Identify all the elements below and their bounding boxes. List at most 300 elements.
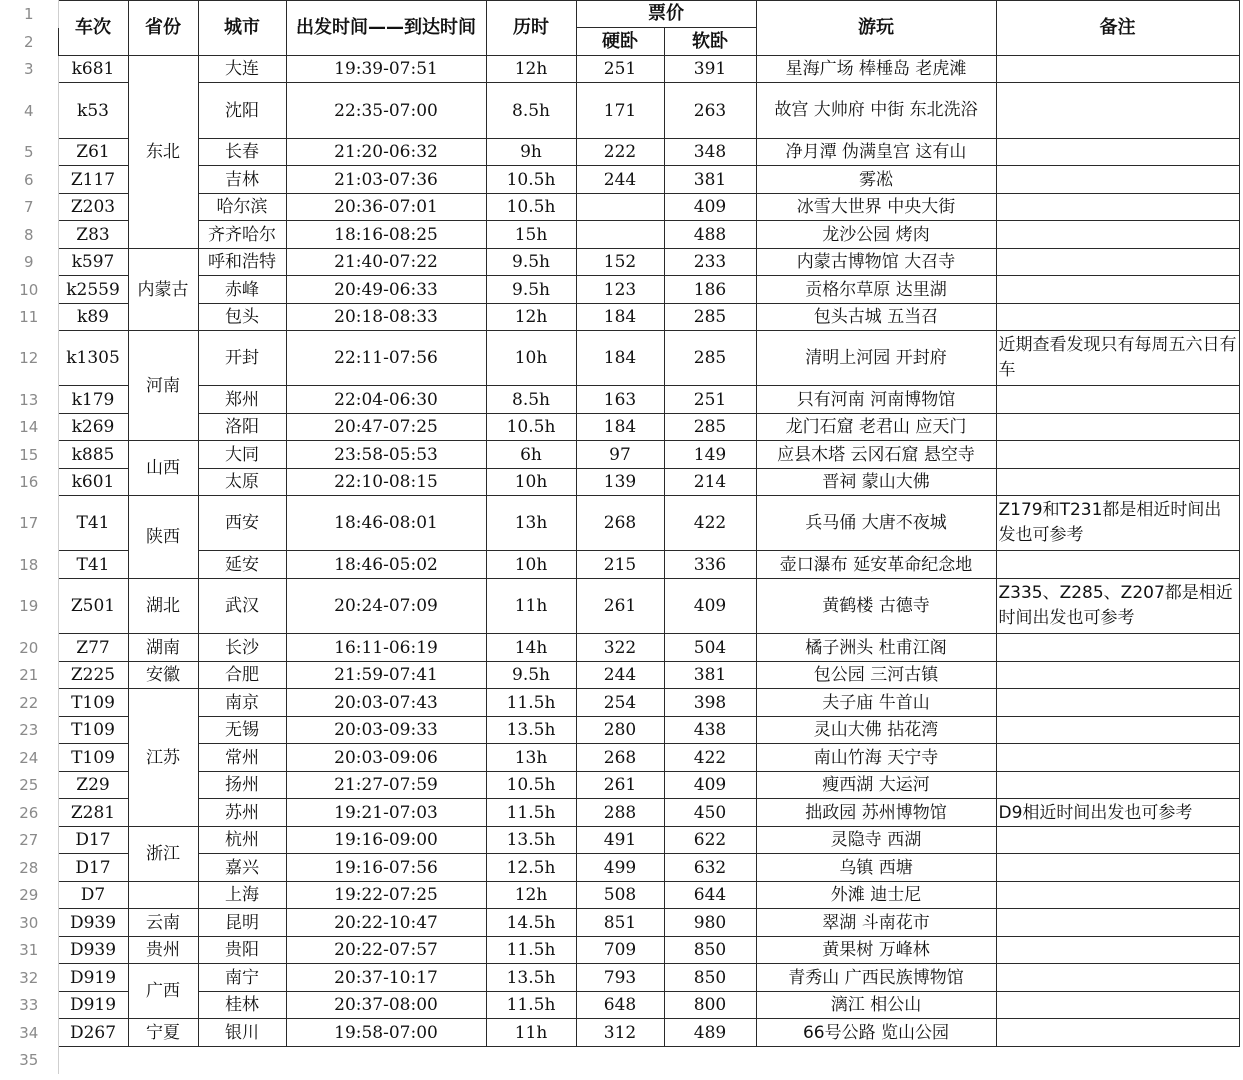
cell-hard-price[interactable]: 499 (576, 854, 664, 882)
row-number[interactable]: 2 (0, 28, 58, 56)
cell-hard-price[interactable]: 268 (576, 496, 664, 551)
cell-province[interactable]: 湖南 (128, 634, 198, 662)
cell-duration[interactable]: 11h (486, 1019, 576, 1047)
cell-province[interactable]: 广西 (128, 964, 198, 1019)
cell-note[interactable] (996, 992, 1239, 1019)
cell-hard-price[interactable]: 254 (576, 689, 664, 717)
cell-sights[interactable]: 翠湖 斗南花市 (756, 909, 996, 937)
cell-soft-price[interactable]: 409 (664, 579, 756, 634)
cell-sights[interactable]: 66号公路 览山公园 (756, 1019, 996, 1047)
cell-soft-price[interactable]: 504 (664, 634, 756, 662)
cell-empty[interactable] (996, 1047, 1239, 1074)
cell-city[interactable]: 沈阳 (198, 83, 286, 139)
row-number[interactable]: 5 (0, 139, 58, 166)
cell-duration[interactable]: 13.5h (486, 964, 576, 992)
cell-city[interactable]: 哈尔滨 (198, 194, 286, 221)
cell-train[interactable]: Z225 (58, 662, 128, 689)
row-number[interactable]: 23 (0, 717, 58, 744)
cell-note[interactable] (996, 909, 1239, 937)
cell-duration[interactable]: 9.5h (486, 249, 576, 276)
cell-soft-price[interactable]: 409 (664, 194, 756, 221)
cell-soft-price[interactable]: 149 (664, 441, 756, 469)
cell-duration[interactable]: 11.5h (486, 689, 576, 717)
cell-city[interactable]: 吉林 (198, 166, 286, 194)
cell-train[interactable]: Z83 (58, 221, 128, 249)
cell-duration[interactable]: 10.5h (486, 194, 576, 221)
cell-duration[interactable]: 12.5h (486, 854, 576, 882)
cell-duration[interactable]: 13h (486, 496, 576, 551)
cell-city[interactable]: 太原 (198, 469, 286, 496)
cell-sights[interactable]: 内蒙古博物馆 大召寺 (756, 249, 996, 276)
cell-sights[interactable]: 夫子庙 牛首山 (756, 689, 996, 717)
cell-soft-price[interactable]: 622 (664, 827, 756, 854)
cell-province[interactable]: 宁夏 (128, 1019, 198, 1047)
cell-empty[interactable] (664, 1047, 756, 1074)
cell-soft-price[interactable]: 422 (664, 496, 756, 551)
cell-empty[interactable] (58, 1047, 128, 1074)
row-number[interactable]: 34 (0, 1019, 58, 1047)
header-province[interactable]: 省份 (128, 1, 198, 56)
cell-time[interactable]: 20:22-07:57 (286, 937, 486, 964)
cell-city[interactable]: 延安 (198, 551, 286, 579)
cell-duration[interactable]: 12h (486, 304, 576, 331)
cell-note[interactable] (996, 166, 1239, 194)
cell-time[interactable]: 20:37-10:17 (286, 964, 486, 992)
cell-province[interactable]: 贵州 (128, 937, 198, 964)
cell-hard-price[interactable]: 244 (576, 662, 664, 689)
cell-duration[interactable]: 11h (486, 579, 576, 634)
row-number[interactable]: 10 (0, 276, 58, 304)
cell-hard-price[interactable]: 171 (576, 83, 664, 139)
cell-soft-price[interactable]: 285 (664, 414, 756, 441)
cell-train[interactable]: D939 (58, 909, 128, 937)
cell-duration[interactable]: 13.5h (486, 717, 576, 744)
row-number[interactable]: 1 (0, 1, 58, 28)
cell-train[interactable]: k885 (58, 441, 128, 469)
cell-note[interactable] (996, 772, 1239, 799)
cell-note[interactable] (996, 964, 1239, 992)
cell-soft-price[interactable]: 214 (664, 469, 756, 496)
cell-train[interactable]: Z29 (58, 772, 128, 799)
cell-province[interactable] (128, 882, 198, 909)
cell-soft-price[interactable]: 409 (664, 772, 756, 799)
cell-note[interactable]: Z335、Z285、Z207都是相近时间出发也可参考 (996, 579, 1239, 634)
row-number[interactable]: 16 (0, 469, 58, 496)
cell-city[interactable]: 合肥 (198, 662, 286, 689)
cell-train[interactable]: Z77 (58, 634, 128, 662)
cell-note[interactable] (996, 827, 1239, 854)
cell-time[interactable]: 19:22-07:25 (286, 882, 486, 909)
cell-time[interactable]: 21:40-07:22 (286, 249, 486, 276)
cell-note[interactable] (996, 194, 1239, 221)
row-number[interactable]: 33 (0, 992, 58, 1019)
cell-empty[interactable] (486, 1047, 576, 1074)
cell-duration[interactable]: 11.5h (486, 992, 576, 1019)
cell-train[interactable]: T109 (58, 744, 128, 772)
cell-note[interactable] (996, 854, 1239, 882)
cell-time[interactable]: 18:16-08:25 (286, 221, 486, 249)
cell-duration[interactable]: 10.5h (486, 166, 576, 194)
cell-city[interactable]: 长沙 (198, 634, 286, 662)
cell-time[interactable]: 21:20-06:32 (286, 139, 486, 166)
cell-note[interactable] (996, 276, 1239, 304)
cell-train[interactable]: k2559 (58, 276, 128, 304)
cell-sights[interactable]: 乌镇 西塘 (756, 854, 996, 882)
cell-hard-price[interactable]: 184 (576, 331, 664, 386)
cell-note[interactable] (996, 634, 1239, 662)
cell-soft-price[interactable]: 450 (664, 799, 756, 827)
cell-hard-price[interactable]: 261 (576, 772, 664, 799)
row-number[interactable]: 20 (0, 634, 58, 662)
cell-soft-price[interactable]: 381 (664, 166, 756, 194)
cell-hard-price[interactable] (576, 194, 664, 221)
cell-train[interactable]: k89 (58, 304, 128, 331)
cell-sights[interactable]: 外滩 迪士尼 (756, 882, 996, 909)
cell-soft-price[interactable]: 391 (664, 56, 756, 83)
cell-train[interactable]: D17 (58, 827, 128, 854)
row-number[interactable]: 32 (0, 964, 58, 992)
cell-soft-price[interactable]: 488 (664, 221, 756, 249)
cell-time[interactable]: 19:16-09:00 (286, 827, 486, 854)
cell-hard-price[interactable]: 261 (576, 579, 664, 634)
cell-sights[interactable]: 包头古城 五当召 (756, 304, 996, 331)
cell-train[interactable]: Z203 (58, 194, 128, 221)
cell-soft-price[interactable]: 850 (664, 937, 756, 964)
cell-time[interactable]: 21:59-07:41 (286, 662, 486, 689)
cell-soft-price[interactable]: 285 (664, 304, 756, 331)
cell-note[interactable] (996, 689, 1239, 717)
row-number[interactable]: 14 (0, 414, 58, 441)
cell-hard-price[interactable]: 851 (576, 909, 664, 937)
cell-soft-price[interactable]: 422 (664, 744, 756, 772)
cell-duration[interactable]: 8.5h (486, 386, 576, 414)
cell-note[interactable] (996, 386, 1239, 414)
cell-city[interactable]: 嘉兴 (198, 854, 286, 882)
row-number[interactable]: 15 (0, 441, 58, 469)
cell-duration[interactable]: 12h (486, 882, 576, 909)
cell-city[interactable]: 南宁 (198, 964, 286, 992)
cell-duration[interactable]: 9.5h (486, 662, 576, 689)
cell-train[interactable]: k601 (58, 469, 128, 496)
cell-empty[interactable] (198, 1047, 286, 1074)
cell-duration[interactable]: 6h (486, 441, 576, 469)
cell-time[interactable]: 19:16-07:56 (286, 854, 486, 882)
row-number[interactable]: 21 (0, 662, 58, 689)
cell-soft-price[interactable]: 186 (664, 276, 756, 304)
cell-empty[interactable] (128, 1047, 198, 1074)
cell-sights[interactable]: 晋祠 蒙山大佛 (756, 469, 996, 496)
cell-train[interactable]: k681 (58, 56, 128, 83)
cell-city[interactable]: 长春 (198, 139, 286, 166)
cell-note[interactable] (996, 249, 1239, 276)
cell-train[interactable]: k53 (58, 83, 128, 139)
cell-province[interactable]: 河南 (128, 331, 198, 441)
cell-train[interactable]: T41 (58, 551, 128, 579)
cell-hard-price[interactable]: 97 (576, 441, 664, 469)
cell-city[interactable]: 贵阳 (198, 937, 286, 964)
cell-city[interactable]: 齐齐哈尔 (198, 221, 286, 249)
cell-sights[interactable]: 拙政园 苏州博物馆 (756, 799, 996, 827)
header-train[interactable]: 车次 (58, 1, 128, 56)
cell-time[interactable]: 20:22-10:47 (286, 909, 486, 937)
cell-time[interactable]: 19:21-07:03 (286, 799, 486, 827)
cell-time[interactable]: 16:11-06:19 (286, 634, 486, 662)
cell-note[interactable] (996, 441, 1239, 469)
row-number[interactable]: 25 (0, 772, 58, 799)
cell-note[interactable] (996, 139, 1239, 166)
cell-soft-price[interactable]: 251 (664, 386, 756, 414)
cell-train[interactable]: Z501 (58, 579, 128, 634)
cell-time[interactable]: 23:58-05:53 (286, 441, 486, 469)
cell-note[interactable] (996, 469, 1239, 496)
cell-note[interactable] (996, 83, 1239, 139)
row-number[interactable]: 12 (0, 331, 58, 386)
cell-duration[interactable]: 14h (486, 634, 576, 662)
row-number[interactable]: 3 (0, 56, 58, 83)
cell-hard-price[interactable]: 491 (576, 827, 664, 854)
cell-province[interactable]: 山西 (128, 441, 198, 496)
cell-time[interactable]: 20:03-09:06 (286, 744, 486, 772)
cell-sights[interactable]: 壶口瀑布 延安革命纪念地 (756, 551, 996, 579)
row-number[interactable]: 22 (0, 689, 58, 717)
cell-duration[interactable]: 10h (486, 469, 576, 496)
cell-province[interactable]: 安徽 (128, 662, 198, 689)
cell-city[interactable]: 洛阳 (198, 414, 286, 441)
cell-empty[interactable] (576, 1047, 664, 1074)
cell-hard-price[interactable]: 244 (576, 166, 664, 194)
cell-city[interactable]: 桂林 (198, 992, 286, 1019)
cell-province[interactable]: 江苏 (128, 689, 198, 827)
cell-soft-price[interactable]: 644 (664, 882, 756, 909)
cell-sights[interactable]: 灵山大佛 拈花湾 (756, 717, 996, 744)
cell-time[interactable]: 22:10-08:15 (286, 469, 486, 496)
cell-city[interactable]: 昆明 (198, 909, 286, 937)
cell-sights[interactable]: 瘦西湖 大运河 (756, 772, 996, 799)
cell-city[interactable]: 大连 (198, 56, 286, 83)
cell-train[interactable]: k597 (58, 249, 128, 276)
cell-soft-price[interactable]: 348 (664, 139, 756, 166)
cell-city[interactable]: 赤峰 (198, 276, 286, 304)
cell-train[interactable]: T109 (58, 717, 128, 744)
cell-duration[interactable]: 9h (486, 139, 576, 166)
cell-time[interactable]: 19:39-07:51 (286, 56, 486, 83)
cell-duration[interactable]: 13h (486, 744, 576, 772)
cell-hard-price[interactable] (576, 221, 664, 249)
cell-train[interactable]: D919 (58, 964, 128, 992)
cell-note[interactable] (996, 551, 1239, 579)
cell-province[interactable]: 东北 (128, 56, 198, 249)
cell-city[interactable]: 南京 (198, 689, 286, 717)
cell-city[interactable]: 银川 (198, 1019, 286, 1047)
cell-sights[interactable]: 应县木塔 云冈石窟 悬空寺 (756, 441, 996, 469)
cell-city[interactable]: 上海 (198, 882, 286, 909)
cell-hard-price[interactable]: 123 (576, 276, 664, 304)
cell-hard-price[interactable]: 793 (576, 964, 664, 992)
cell-note[interactable] (996, 937, 1239, 964)
row-number[interactable]: 8 (0, 221, 58, 249)
cell-sights[interactable]: 故宫 大帅府 中街 东北洗浴 (756, 83, 996, 139)
cell-province[interactable]: 湖北 (128, 579, 198, 634)
row-number[interactable]: 35 (0, 1047, 58, 1074)
row-number[interactable]: 29 (0, 882, 58, 909)
cell-province[interactable]: 云南 (128, 909, 198, 937)
cell-city[interactable]: 郑州 (198, 386, 286, 414)
cell-train[interactable]: k1305 (58, 331, 128, 386)
cell-note[interactable] (996, 882, 1239, 909)
cell-note[interactable] (996, 717, 1239, 744)
cell-city[interactable]: 武汉 (198, 579, 286, 634)
cell-province[interactable]: 内蒙古 (128, 249, 198, 331)
cell-sights[interactable]: 龙沙公园 烤肉 (756, 221, 996, 249)
cell-train[interactable]: D919 (58, 992, 128, 1019)
cell-duration[interactable]: 9.5h (486, 276, 576, 304)
cell-duration[interactable]: 10h (486, 551, 576, 579)
cell-empty[interactable] (756, 1047, 996, 1074)
cell-soft-price[interactable]: 632 (664, 854, 756, 882)
cell-hard-price[interactable]: 508 (576, 882, 664, 909)
row-number[interactable]: 26 (0, 799, 58, 827)
header-city[interactable]: 城市 (198, 1, 286, 56)
cell-sights[interactable]: 净月潭 伪满皇宫 这有山 (756, 139, 996, 166)
row-number[interactable]: 30 (0, 909, 58, 937)
cell-sights[interactable]: 青秀山 广西民族博物馆 (756, 964, 996, 992)
cell-hard-price[interactable]: 139 (576, 469, 664, 496)
cell-sights[interactable]: 雾凇 (756, 166, 996, 194)
cell-time[interactable]: 20:49-06:33 (286, 276, 486, 304)
cell-sights[interactable]: 漓江 相公山 (756, 992, 996, 1019)
cell-city[interactable]: 苏州 (198, 799, 286, 827)
cell-soft-price[interactable]: 233 (664, 249, 756, 276)
cell-hard-price[interactable]: 648 (576, 992, 664, 1019)
cell-time[interactable]: 19:58-07:00 (286, 1019, 486, 1047)
cell-duration[interactable]: 14.5h (486, 909, 576, 937)
cell-hard-price[interactable]: 709 (576, 937, 664, 964)
cell-province[interactable]: 浙江 (128, 827, 198, 882)
cell-hard-price[interactable]: 184 (576, 414, 664, 441)
row-number[interactable]: 17 (0, 496, 58, 551)
cell-train[interactable]: T41 (58, 496, 128, 551)
cell-sights[interactable]: 灵隐寺 西湖 (756, 827, 996, 854)
cell-soft-price[interactable]: 438 (664, 717, 756, 744)
cell-city[interactable]: 常州 (198, 744, 286, 772)
cell-soft-price[interactable]: 285 (664, 331, 756, 386)
cell-hard-price[interactable]: 251 (576, 56, 664, 83)
cell-sights[interactable]: 兵马俑 大唐不夜城 (756, 496, 996, 551)
cell-sights[interactable]: 贡格尔草原 达里湖 (756, 276, 996, 304)
header-price[interactable]: 票价 (576, 1, 756, 28)
cell-city[interactable]: 西安 (198, 496, 286, 551)
cell-hard-price[interactable]: 184 (576, 304, 664, 331)
cell-note[interactable] (996, 744, 1239, 772)
row-number[interactable]: 19 (0, 579, 58, 634)
cell-hard-price[interactable]: 288 (576, 799, 664, 827)
row-number[interactable]: 9 (0, 249, 58, 276)
cell-sights[interactable]: 星海广场 棒棰岛 老虎滩 (756, 56, 996, 83)
header-time[interactable]: 出发时间——到达时间 (286, 1, 486, 56)
header-hard-sleeper[interactable]: 硬卧 (576, 28, 664, 56)
cell-time[interactable]: 20:36-07:01 (286, 194, 486, 221)
cell-duration[interactable]: 15h (486, 221, 576, 249)
cell-soft-price[interactable]: 800 (664, 992, 756, 1019)
cell-hard-price[interactable]: 280 (576, 717, 664, 744)
cell-city[interactable]: 大同 (198, 441, 286, 469)
cell-sights[interactable]: 冰雪大世界 中央大街 (756, 194, 996, 221)
cell-note[interactable] (996, 304, 1239, 331)
cell-sights[interactable]: 南山竹海 天宁寺 (756, 744, 996, 772)
cell-duration[interactable]: 10.5h (486, 772, 576, 799)
cell-empty[interactable] (286, 1047, 486, 1074)
cell-time[interactable]: 22:11-07:56 (286, 331, 486, 386)
cell-hard-price[interactable]: 222 (576, 139, 664, 166)
cell-train[interactable]: k269 (58, 414, 128, 441)
row-number[interactable]: 4 (0, 83, 58, 139)
cell-time[interactable]: 20:24-07:09 (286, 579, 486, 634)
row-number[interactable]: 6 (0, 166, 58, 194)
cell-city[interactable]: 包头 (198, 304, 286, 331)
cell-sights[interactable]: 黄果树 万峰林 (756, 937, 996, 964)
header-soft-sleeper[interactable]: 软卧 (664, 28, 756, 56)
cell-hard-price[interactable]: 163 (576, 386, 664, 414)
cell-city[interactable]: 开封 (198, 331, 286, 386)
cell-time[interactable]: 20:47-07:25 (286, 414, 486, 441)
cell-soft-price[interactable]: 263 (664, 83, 756, 139)
header-duration[interactable]: 历时 (486, 1, 576, 56)
cell-time[interactable]: 22:04-06:30 (286, 386, 486, 414)
cell-hard-price[interactable]: 268 (576, 744, 664, 772)
row-number[interactable]: 27 (0, 827, 58, 854)
row-number[interactable]: 11 (0, 304, 58, 331)
row-number[interactable]: 28 (0, 854, 58, 882)
header-sights[interactable]: 游玩 (756, 1, 996, 56)
cell-note[interactable]: D9相近时间出发也可参考 (996, 799, 1239, 827)
cell-duration[interactable]: 12h (486, 56, 576, 83)
cell-train[interactable]: k179 (58, 386, 128, 414)
cell-soft-price[interactable]: 398 (664, 689, 756, 717)
cell-soft-price[interactable]: 381 (664, 662, 756, 689)
cell-province[interactable]: 陕西 (128, 496, 198, 579)
cell-train[interactable]: D267 (58, 1019, 128, 1047)
cell-note[interactable] (996, 221, 1239, 249)
cell-sights[interactable]: 橘子洲头 杜甫江阁 (756, 634, 996, 662)
cell-note[interactable] (996, 414, 1239, 441)
cell-sights[interactable]: 清明上河园 开封府 (756, 331, 996, 386)
cell-sights[interactable]: 龙门石窟 老君山 应天门 (756, 414, 996, 441)
cell-soft-price[interactable]: 489 (664, 1019, 756, 1047)
cell-time[interactable]: 20:03-07:43 (286, 689, 486, 717)
cell-time[interactable]: 18:46-08:01 (286, 496, 486, 551)
cell-soft-price[interactable]: 336 (664, 551, 756, 579)
cell-hard-price[interactable]: 312 (576, 1019, 664, 1047)
cell-time[interactable]: 20:18-08:33 (286, 304, 486, 331)
cell-hard-price[interactable]: 322 (576, 634, 664, 662)
cell-sights[interactable]: 包公园 三河古镇 (756, 662, 996, 689)
cell-note[interactable]: Z179和T231都是相近时间出发也可参考 (996, 496, 1239, 551)
cell-time[interactable]: 20:03-09:33 (286, 717, 486, 744)
row-number[interactable]: 18 (0, 551, 58, 579)
cell-sights[interactable]: 黄鹤楼 古德寺 (756, 579, 996, 634)
cell-duration[interactable]: 13.5h (486, 827, 576, 854)
cell-train[interactable]: D17 (58, 854, 128, 882)
cell-note[interactable] (996, 1019, 1239, 1047)
cell-train[interactable]: Z281 (58, 799, 128, 827)
cell-city[interactable]: 扬州 (198, 772, 286, 799)
cell-soft-price[interactable]: 850 (664, 964, 756, 992)
cell-train[interactable]: D7 (58, 882, 128, 909)
cell-train[interactable]: T109 (58, 689, 128, 717)
cell-time[interactable]: 20:37-08:00 (286, 992, 486, 1019)
cell-time[interactable]: 21:03-07:36 (286, 166, 486, 194)
row-number[interactable]: 7 (0, 194, 58, 221)
